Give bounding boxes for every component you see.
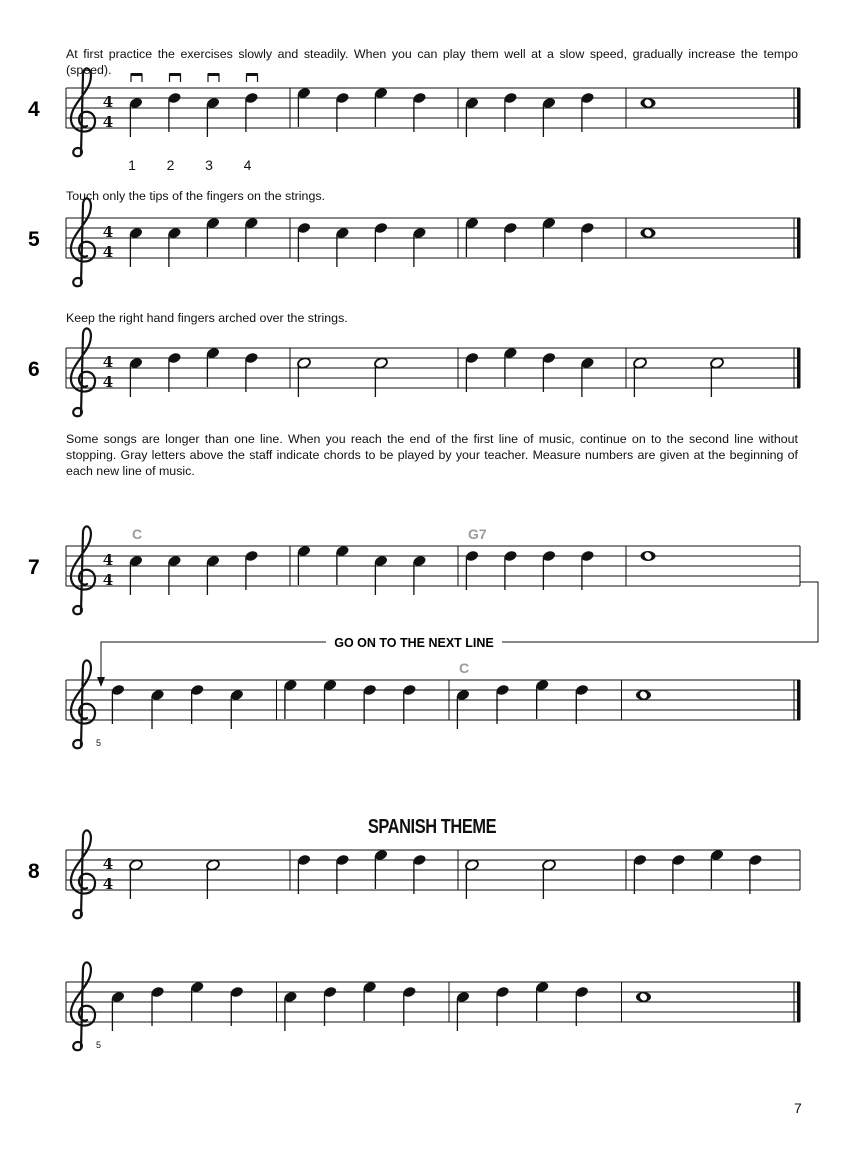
time-signature-top: 4: [102, 855, 114, 873]
note-g: [297, 87, 312, 127]
note-g: [206, 217, 221, 257]
note-f: [465, 352, 480, 392]
note-e: [412, 227, 427, 267]
chord-symbol: C: [459, 660, 470, 676]
note-g: [374, 849, 389, 889]
song-title: SPANISH THEME: [367, 816, 497, 838]
time-signature-bottom: 4: [102, 373, 114, 391]
note-f: [580, 92, 595, 132]
staff-s8a: [0, 830, 864, 930]
time-signature-bottom: 4: [102, 875, 114, 893]
measure-number: 5: [96, 738, 102, 748]
note-e-h: [633, 357, 648, 397]
fingering-number: 1: [128, 157, 136, 173]
down-bow-icon: [170, 73, 181, 82]
chord-symbol: G7: [468, 526, 487, 542]
note-e: [465, 97, 480, 137]
instruction-ex4: At first practice the exercises slowly and steadily. When you can play them well at a slow speed, gradually increase the tempo (speed).: [66, 47, 798, 77]
go-on-connector: [0, 560, 864, 660]
note-f: [297, 854, 312, 894]
note-e: [542, 97, 557, 137]
staff-s5: [0, 198, 864, 298]
final-barline: [797, 982, 801, 1022]
fingering-number: 3: [205, 157, 213, 173]
note-g: [503, 347, 518, 387]
note-f: [574, 986, 589, 1026]
staff-s4: [0, 68, 864, 173]
final-barline: [797, 680, 801, 720]
note-f: [244, 352, 259, 392]
note-e-w: [636, 690, 651, 700]
note-f: [297, 222, 312, 262]
note-g: [244, 217, 259, 257]
note-e-h: [206, 859, 221, 899]
note-f: [374, 222, 389, 262]
note-e-w: [641, 98, 656, 108]
note-f: [335, 92, 350, 132]
note-e: [129, 227, 144, 267]
note-f: [580, 222, 595, 262]
note-f: [190, 684, 205, 724]
chord-symbol: C: [132, 526, 143, 542]
note-f: [323, 986, 338, 1026]
note-g: [542, 217, 557, 257]
time-signature-bottom: 4: [102, 243, 114, 261]
note-e-h: [374, 357, 389, 397]
final-barline: [797, 88, 801, 128]
note-e-w: [641, 228, 656, 238]
note-f: [503, 222, 518, 262]
exercise-number: 4: [28, 98, 40, 121]
note-g: [362, 981, 377, 1021]
staff-s6: [0, 328, 864, 428]
note-f: [229, 986, 244, 1026]
note-f: [111, 684, 126, 724]
page-number: 7: [794, 1100, 802, 1116]
note-e: [283, 991, 298, 1031]
note-f: [244, 92, 259, 132]
note-f: [748, 854, 763, 894]
note-f: [402, 684, 417, 724]
fingering-number: 2: [166, 157, 175, 173]
note-e-h: [465, 859, 480, 899]
down-bow-icon: [208, 73, 219, 82]
exercise-number: 8: [28, 860, 40, 883]
exercise-number: 6: [28, 358, 40, 381]
note-e-h: [129, 859, 144, 899]
note-f: [167, 352, 182, 392]
note-f: [412, 854, 427, 894]
note-g: [283, 679, 298, 719]
note-e: [150, 689, 165, 729]
note-f: [542, 352, 557, 392]
note-f: [495, 986, 510, 1026]
note-g: [710, 849, 725, 889]
exercise-number: 7: [28, 556, 40, 579]
note-f: [503, 92, 518, 132]
final-barline: [797, 348, 801, 388]
note-g: [206, 347, 221, 387]
note-f: [671, 854, 686, 894]
note-f: [335, 854, 350, 894]
note-f: [362, 684, 377, 724]
time-signature-bottom: 4: [102, 571, 114, 589]
down-bow-icon: [131, 73, 142, 82]
instruction-ex7: Some songs are longer than one line. When you reach the end of the first line of music, continue on to the second line without stopping. Gray letters above the staff indicate chords to be played by your teacher. Measure numbers are given at the beginning of each new line of music.: [66, 432, 798, 478]
time-signature-top: 4: [102, 223, 114, 241]
note-e-h: [542, 859, 557, 899]
note-g: [323, 679, 338, 719]
time-signature-bottom: 4: [102, 113, 114, 131]
instruction-ex6: Keep the right hand fingers arched over the strings.: [66, 311, 348, 325]
note-e: [335, 227, 350, 267]
time-signature-top: 4: [102, 93, 114, 111]
note-e: [167, 227, 182, 267]
down-bow-icon: [247, 73, 258, 82]
fingering-number: 4: [243, 157, 252, 173]
note-f: [574, 684, 589, 724]
note-f: [412, 92, 427, 132]
note-f: [633, 854, 648, 894]
note-e: [111, 991, 126, 1031]
note-g: [465, 217, 480, 257]
note-g: [374, 87, 389, 127]
measure-number: 5: [96, 1040, 102, 1050]
time-signature-top: 4: [102, 551, 114, 569]
go-on-label: GO ON TO THE NEXT LINE: [334, 636, 494, 650]
note-g: [190, 981, 205, 1021]
note-e-h: [297, 357, 312, 397]
note-g: [535, 981, 550, 1021]
note-f: [150, 986, 165, 1026]
note-e: [129, 357, 144, 397]
note-e: [206, 97, 221, 137]
note-f: [167, 92, 182, 132]
note-f: [495, 684, 510, 724]
instruction-ex5: Touch only the tips of the fingers on the strings.: [66, 189, 325, 203]
note-e: [456, 689, 471, 729]
note-e-w: [636, 992, 651, 1002]
exercise-number: 5: [28, 228, 40, 251]
final-barline: [797, 218, 801, 258]
note-e-h: [710, 357, 725, 397]
staff-s8b: [0, 962, 864, 1062]
note-g: [535, 679, 550, 719]
note-e: [129, 97, 144, 137]
note-f: [402, 986, 417, 1026]
note-e: [229, 689, 244, 729]
time-signature-top: 4: [102, 353, 114, 371]
staff-s7b: [0, 660, 864, 760]
note-e: [456, 991, 471, 1031]
note-e: [580, 357, 595, 397]
